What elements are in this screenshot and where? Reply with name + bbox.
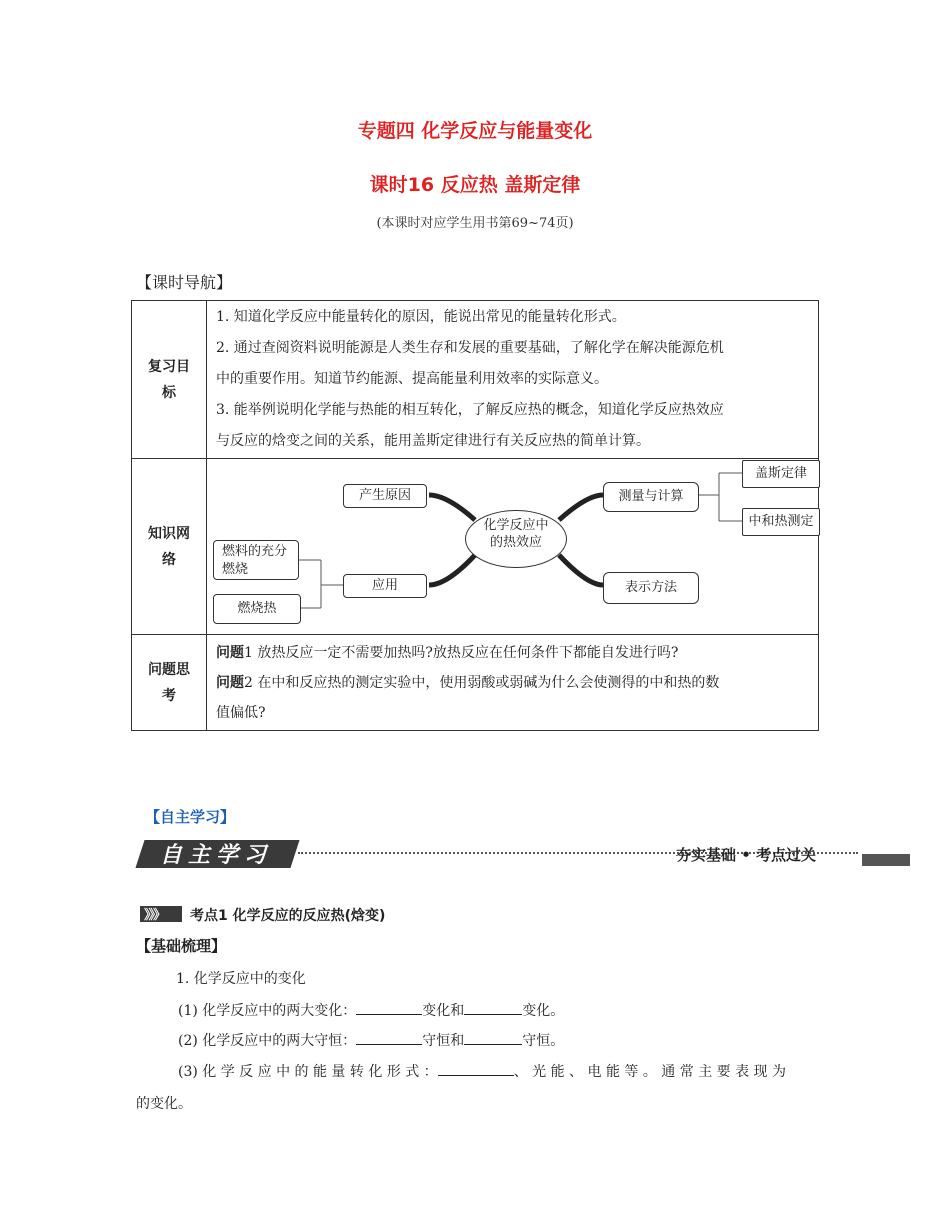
questions-cell <box>207 635 819 731</box>
content-line: 1. 化学反应中的变化 <box>176 971 306 987</box>
goal-line: 2. 通过查阅资料说明能源是人类生存和发展的重要基础，了解化学在解决能源危机 <box>216 340 724 356</box>
content-line-blanks: (3) 化 学 反 应 中 的 能 量 转 化 形 式 ： 、 光 能 、 电 能 等 。 通 常 主 要 表 现 为 <box>178 1061 786 1081</box>
mindmap-header: 知识网 络 <box>132 459 207 635</box>
fill-blank[interactable] <box>356 1030 422 1045</box>
mindmap-node-neutral: 中和热测定 <box>742 508 820 536</box>
nav-section-label: 【课时导航】 <box>136 273 233 292</box>
mindmap-node-apply: 应用 <box>343 574 427 598</box>
kaodian-heading: 考点1 化学反应的反应热(焓变) <box>190 908 386 924</box>
goal-line: 与反应的焓变之间的关系，能用盖斯定律进行有关反应热的简单计算。 <box>216 433 650 449</box>
fill-blank[interactable] <box>464 1030 522 1045</box>
triple-arrow-icon: 》》》 <box>140 906 182 922</box>
banner-end-bar <box>862 854 910 866</box>
knowledge-mindmap <box>207 460 818 634</box>
content-line-blanks: (1) 化学反应中的两大变化： 变化和 变化。 <box>178 1000 564 1020</box>
self-study-label: 【自主学习】 <box>145 808 236 826</box>
content-line-blanks: (2) 化学反应中的两大守恒： 守恒和 守恒。 <box>178 1030 564 1050</box>
goal-line: 中的重要作用。知道节约能源、提高能量利用效率的实际意义。 <box>216 371 608 387</box>
mindmap-node-combustion: 燃烧热 <box>213 594 301 624</box>
lesson-title: 课时16 反应热 盖斯定律 <box>369 174 581 196</box>
topic-title: 专题四 化学反应与能量变化 <box>357 120 593 142</box>
question-line: 值偏低? <box>216 704 266 721</box>
content-line: 的变化。 <box>136 1096 192 1112</box>
mindmap-node-hess: 盖斯定律 <box>742 460 820 488</box>
mindmap-node-fuel: 燃料的充分 燃烧 <box>213 540 299 580</box>
mindmap-node-express: 表示方法 <box>603 572 699 604</box>
mindmap-node-measure: 测量与计算 <box>603 482 699 512</box>
fill-blank[interactable] <box>464 1000 522 1015</box>
goal-line: 1. 知道化学反应中能量转化的原因，能说出常见的能量转化形式。 <box>216 309 626 325</box>
goal-line: 3. 能举例说明化学能与热能的相互转化，了解反应热的概念，知道化学反应热效应 <box>216 402 724 418</box>
lesson-nav-table <box>131 300 819 731</box>
questions-header: 问题思 考 <box>132 635 207 731</box>
question-line: 问题1 放热反应一定不需要加热吗?放热反应在任何条件下都能自发进行吗? <box>216 644 679 661</box>
goals-cell <box>207 301 819 459</box>
goals-header: 复习目 标 <box>132 301 207 459</box>
book-reference: (本课时对应学生用书第69~74页) <box>376 216 574 231</box>
banner-subtitle: 夯实基础 • 考点过关 <box>676 846 817 864</box>
question-line: 问题2 在中和反应热的测定实验中，使用弱酸或弱碱为什么会使测得的中和热的数 <box>216 674 720 691</box>
fill-blank[interactable] <box>356 1000 422 1015</box>
fill-blank[interactable] <box>438 1061 514 1076</box>
mindmap-node-cause: 产生原因 <box>343 484 427 508</box>
self-study-banner-text: 自主学习 <box>160 843 273 868</box>
basic-review-label: 【基础梳理】 <box>136 937 227 955</box>
mindmap-cell <box>207 459 819 635</box>
mindmap-center-node: 化学反应中 的热效应 <box>465 510 567 568</box>
